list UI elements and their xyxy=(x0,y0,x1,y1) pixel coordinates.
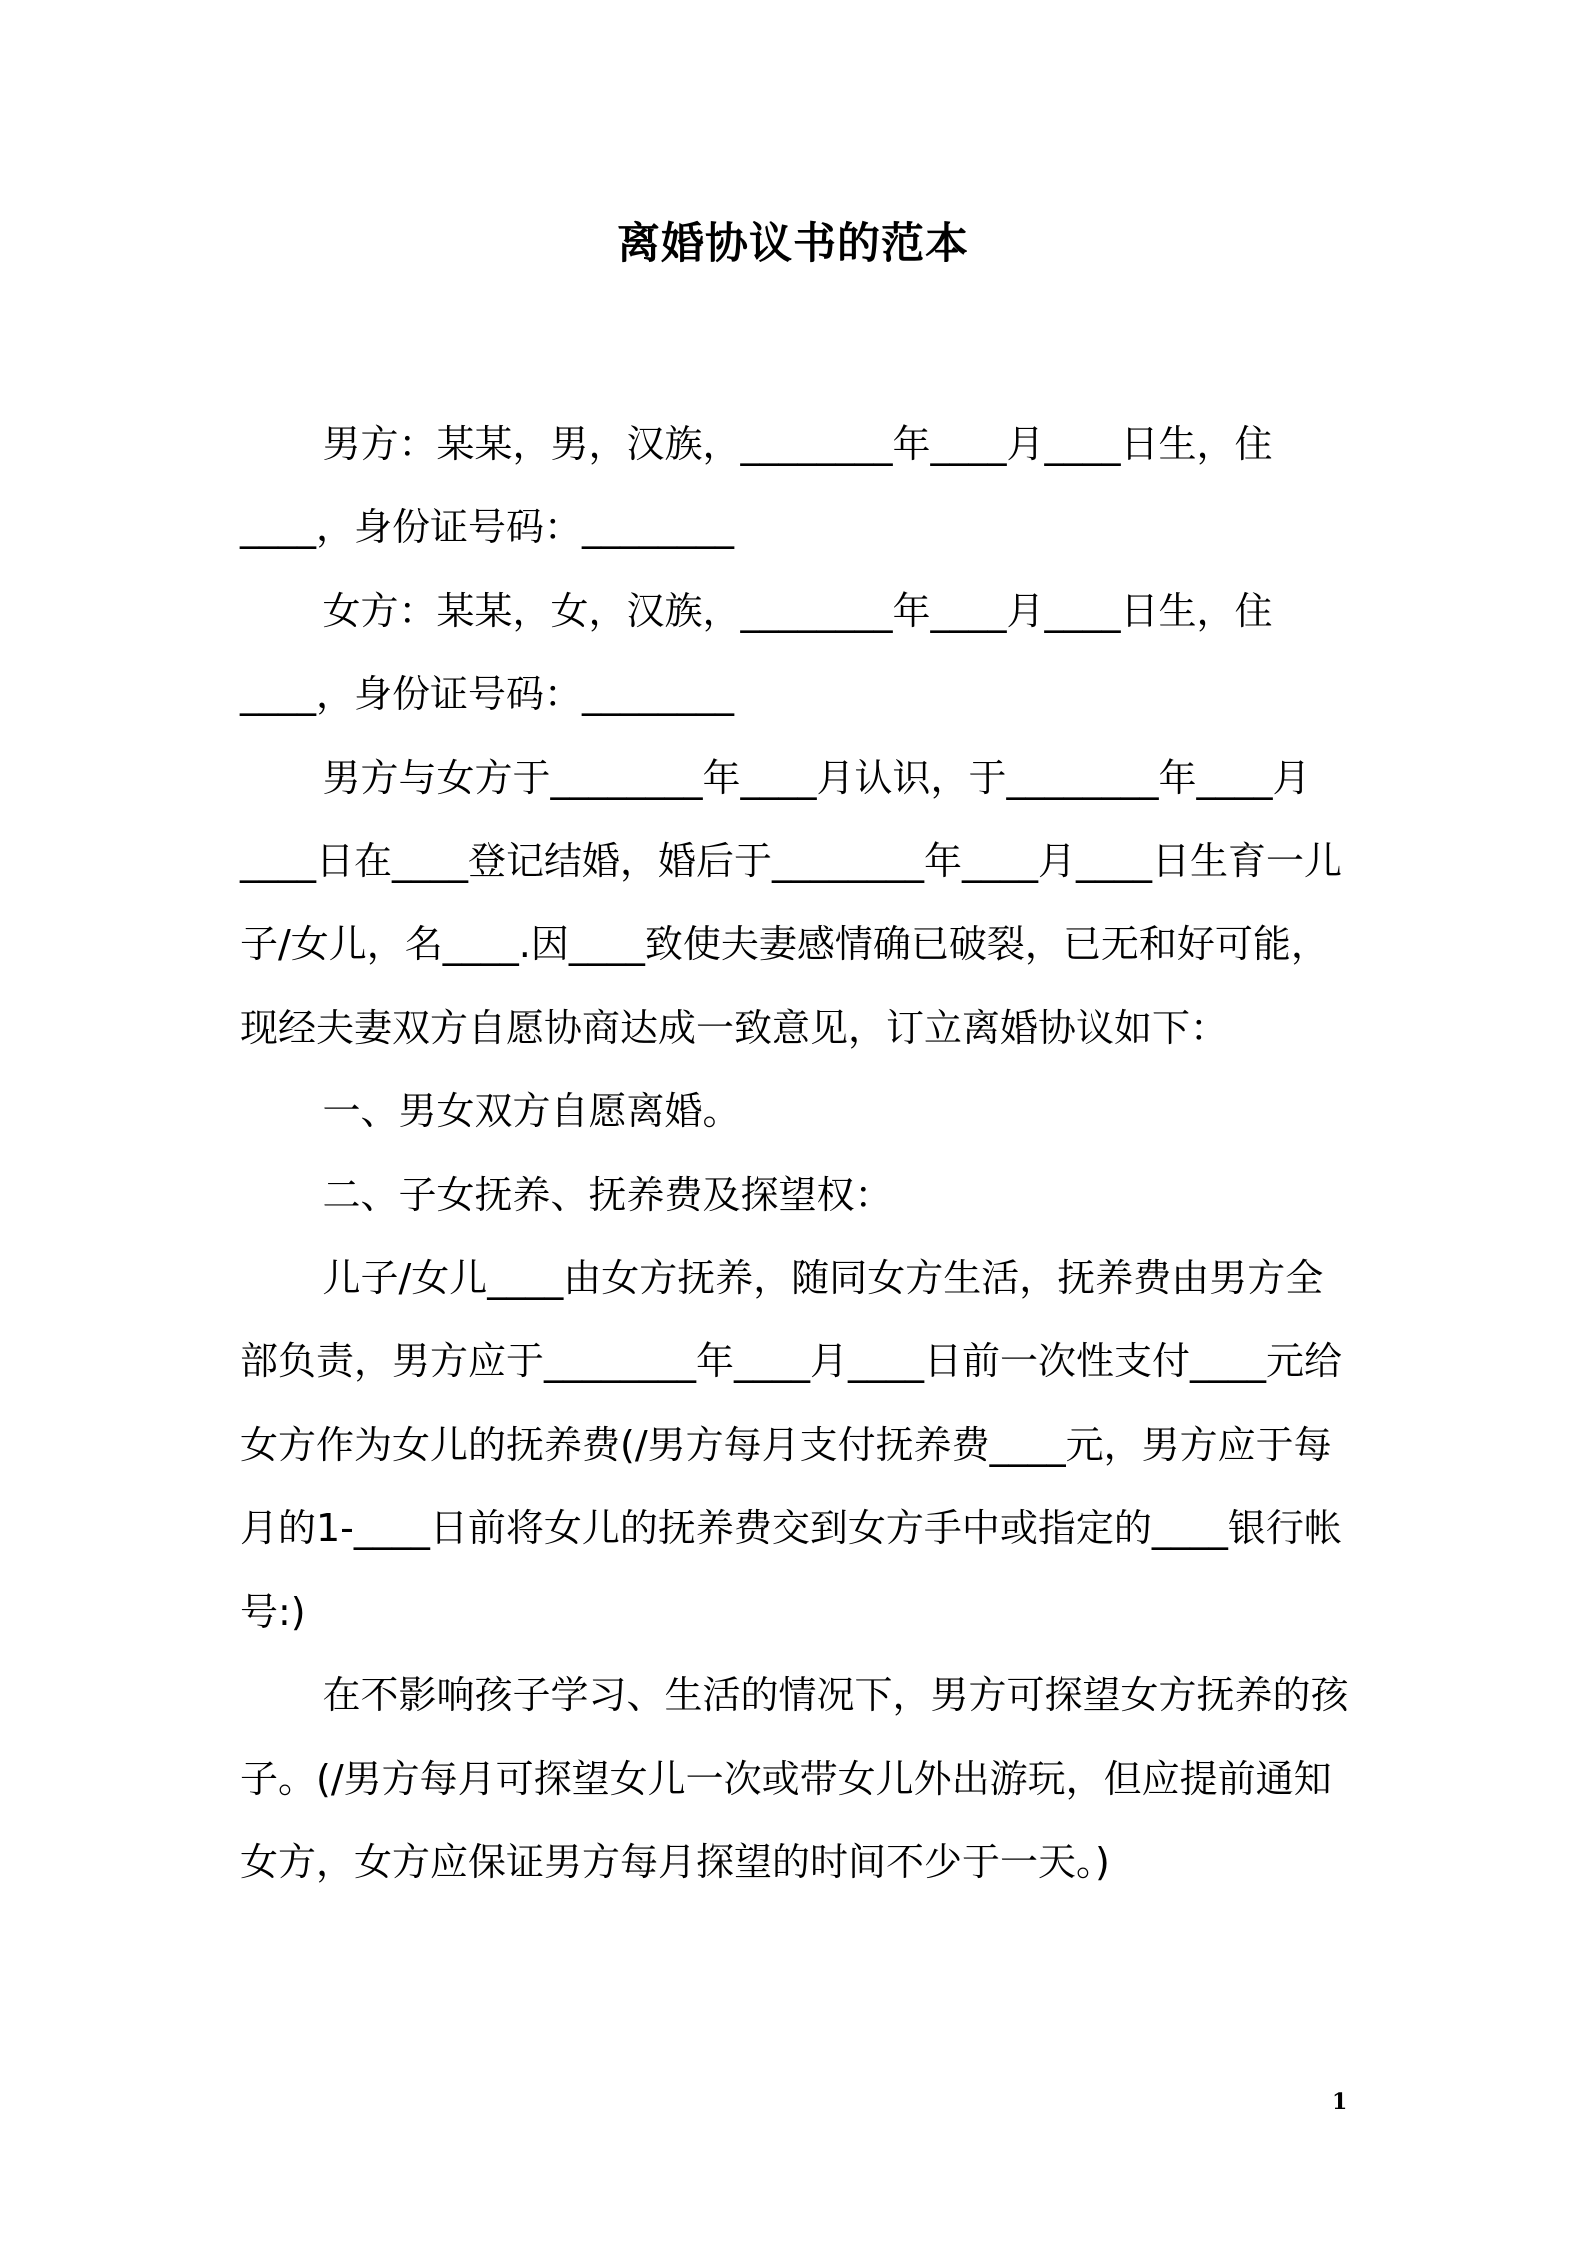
paragraph-clause-1: 一、男女双方自愿离婚。 xyxy=(322,1089,741,1134)
paragraph-marriage-background: 男方与女方于________年____月认识，于________年____月____日在____登记结婚，婚后于________年____月____日生育一儿子/女儿，名____.因____致使夫妻感情确已破裂，已无和好可能，现经夫妻双方自愿协商达成一致意见，订立离婚协议如下： xyxy=(240,755,1343,1050)
paragraph-clause-2-heading: 二、子女抚养、抚养费及探望权： xyxy=(322,1172,893,1217)
document-body xyxy=(240,403,1360,1904)
document-title: 离婚协议书的范本 xyxy=(617,219,969,269)
paragraph-visitation: 在不影响孩子学习、生活的情况下，男方可探望女方抚养的孩子。(/男方每月可探望女儿一次或带女儿外出游玩，但应提前通知女方，女方应保证男方每月探望的时间不少于一天。) xyxy=(240,1673,1349,1884)
paragraph-child-custody: 儿子/女儿____由女方抚养，随同女方生活，抚养费由男方全部负责，男方应于________年____月____日前一次性支付____元给女方作为女儿的抚养费(/男方每月支付抚养费____元，男方应于每月的1-____日前将女儿的抚养费交到女方手中或指定的____银行帐号:) xyxy=(240,1256,1343,1634)
page-number: 1 xyxy=(1332,2089,1348,2115)
paragraph-husband-info: 男方：某某，男，汉族，________年____月____日生，住____，身份证号码：________ xyxy=(240,422,1273,550)
paragraph-wife-info: 女方：某某，女，汉族，________年____月____日生，住____，身份证号码：________ xyxy=(240,588,1273,717)
